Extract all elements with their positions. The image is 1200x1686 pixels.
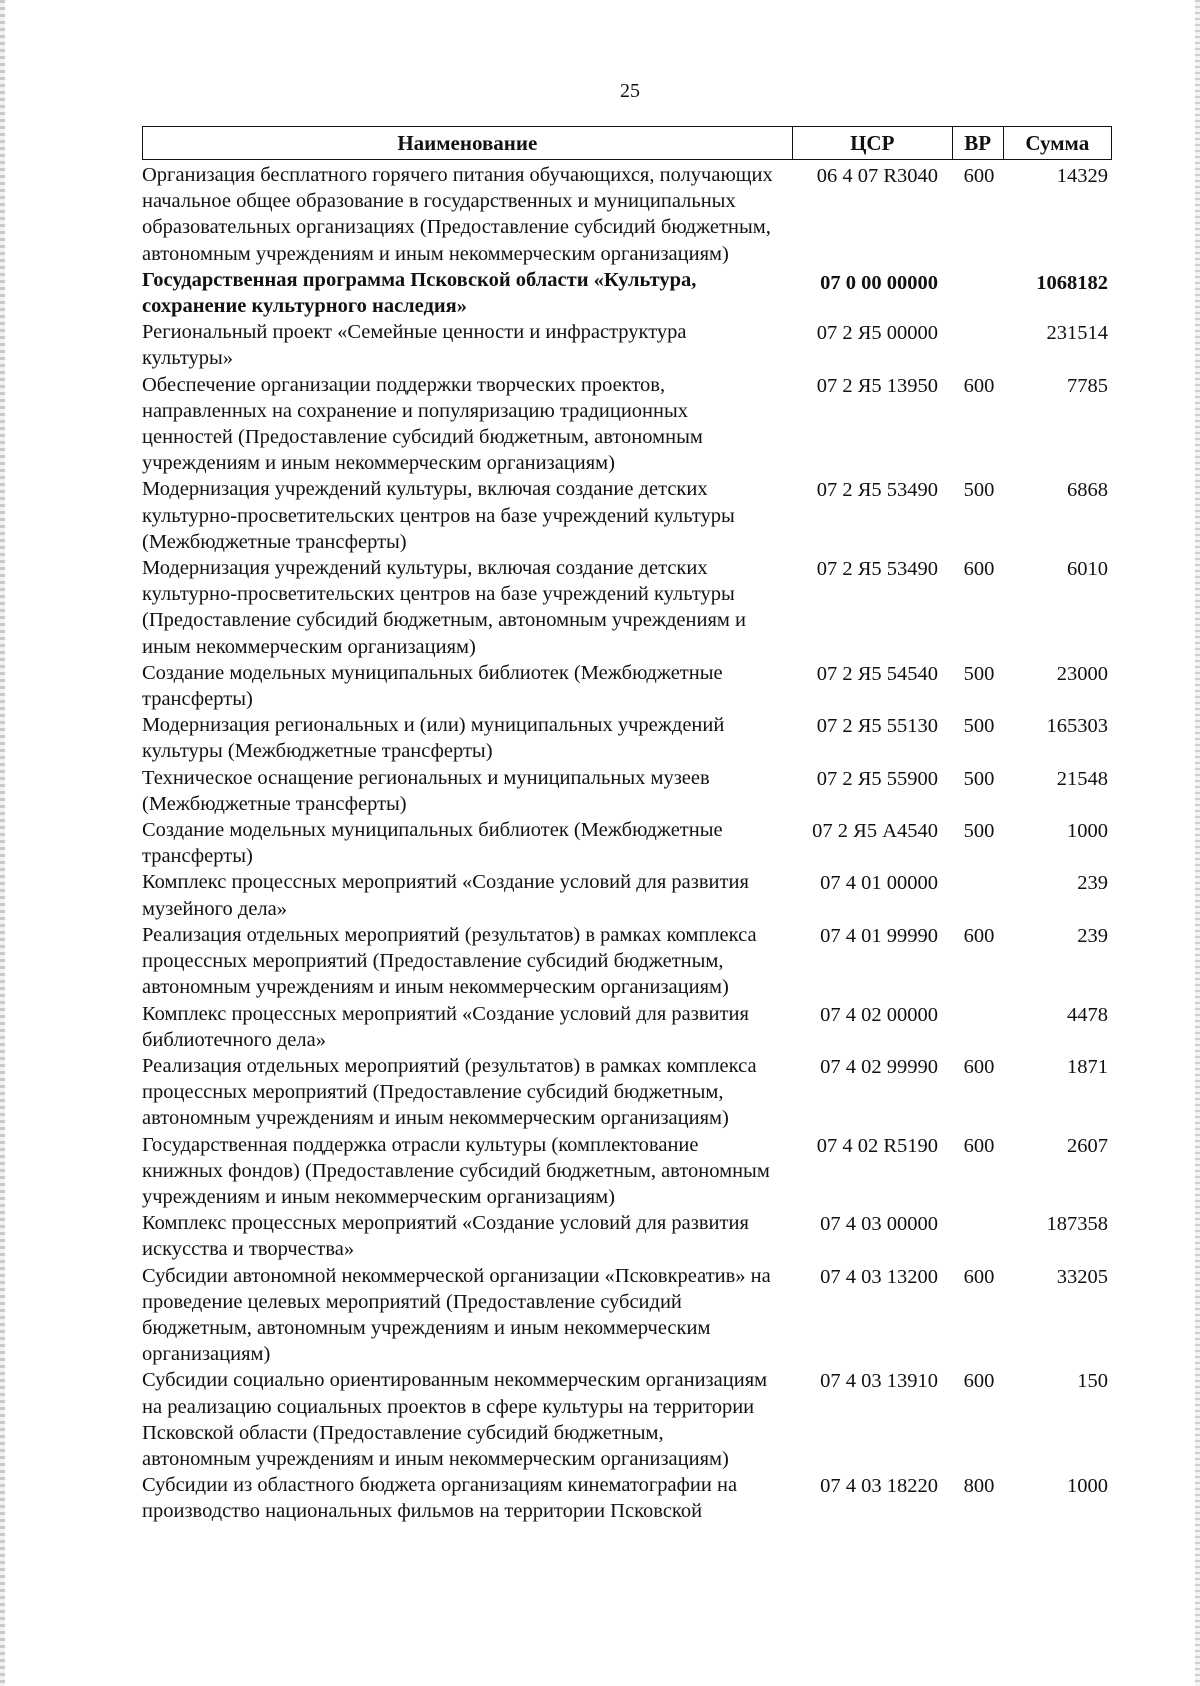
row-vr: 600 — [963, 924, 995, 947]
row-csr: 07 4 02 99990 — [820, 1055, 938, 1078]
row-csr: 07 2 Я5 53490 — [816, 558, 938, 581]
row-csr: 07 2 Я5 53490 — [816, 479, 938, 502]
table-row — [142, 1367, 1112, 1472]
table-row — [142, 1472, 1112, 1524]
row-sum: 1000 — [1067, 820, 1108, 843]
row-name: Создание модельных муниципальных библиотек (Межбюджетные трансферты) — [142, 819, 723, 868]
row-sum: 6868 — [1067, 479, 1108, 502]
table-row — [142, 765, 1112, 817]
row-csr: 07 2 Я5 54540 — [816, 662, 938, 685]
row-sum: 4478 — [1067, 1003, 1108, 1026]
row-csr: 07 4 03 13910 — [820, 1370, 938, 1393]
table-row — [142, 712, 1112, 764]
scan-edge-right — [1195, 0, 1200, 1686]
row-sum: 239 — [1077, 872, 1108, 895]
row-sum: 150 — [1077, 1370, 1108, 1393]
row-vr: 500 — [963, 820, 995, 843]
row-sum: 6010 — [1067, 558, 1108, 581]
row-name: Техническое оснащение региональных и муниципальных музеев (Межбюджетные трансферты) — [142, 766, 710, 815]
scan-edge-left — [0, 0, 5, 1686]
row-vr: 500 — [963, 662, 995, 685]
row-sum: 1000 — [1067, 1475, 1108, 1498]
row-vr: 500 — [963, 767, 995, 790]
row-sum: 187358 — [1046, 1213, 1108, 1236]
table-row — [142, 817, 1112, 869]
row-vr — [954, 1001, 1004, 1053]
row-sum: 1068182 — [1036, 271, 1108, 294]
row-csr: 07 4 03 13200 — [820, 1265, 938, 1288]
row-sum: 239 — [1077, 924, 1108, 947]
row-vr: 600 — [963, 374, 995, 397]
row-name: Обеспечение организации поддержки творческих проектов, направленных на сохранение и популяризацию традиционных ценностей (Предоставление субсидий бюджетным, автономным учреждениям и иным некоммерческим организациям) — [142, 373, 703, 475]
row-name: Субсидии социально ориентированным некоммерческим организациям на реализацию социальных проектов в сфере культуры на территории Псковской области (Предоставление субсидий бюджетным, автономным учреждениям и иным некоммерческим организациям) — [142, 1369, 768, 1470]
row-vr — [954, 869, 1004, 921]
row-vr: 600 — [963, 1370, 995, 1393]
row-name: Модернизация учреждений культуры, включая создание детских культурно-просветительских центров на базе учреждений культуры (Межбюджетные трансферты) — [142, 478, 735, 553]
row-name: Модернизация региональных и (или) муниципальных учреждений культуры (Межбюджетные трансферты) — [142, 714, 725, 763]
row-name: Реализация отдельных мероприятий (результатов) в рамках комплекса процессных мероприятий (Предоставление субсидий бюджетным, автономным учреждениям и иным некоммерческим организациям) — [142, 923, 757, 999]
row-vr — [954, 1210, 1004, 1262]
row-csr: 07 2 Я5 А4540 — [812, 820, 938, 843]
table-header — [142, 126, 1112, 160]
row-sum: 21548 — [1056, 767, 1108, 790]
header-vr: ВР — [953, 127, 1004, 159]
table-body — [142, 162, 1112, 1525]
table-row — [142, 922, 1112, 1001]
row-vr: 600 — [963, 1265, 995, 1288]
row-csr: 07 2 Я5 55900 — [816, 767, 938, 790]
row-sum: 165303 — [1046, 715, 1108, 738]
row-name: Государственная поддержка отрасли культуры (комплектование книжных фондов) (Предоставление субсидий бюджетным, автономным учреждениям и иным некоммерческим организациям) — [142, 1133, 770, 1208]
header-name: Наименование — [143, 127, 793, 159]
row-csr: 06 4 07 R3040 — [816, 165, 938, 187]
row-csr: 07 0 00 00000 — [820, 271, 938, 294]
row-vr: 800 — [963, 1475, 995, 1498]
table-row — [142, 267, 1112, 319]
budget-table — [142, 126, 1112, 1525]
table-row — [142, 1210, 1112, 1262]
row-name: Субсидии автономной некоммерческой организации «Псковкреатив» на проведение целевых мероприятий (Предоставление субсидий бюджетным, автономным учреждениям и иным некоммерческим организациям) — [142, 1264, 771, 1366]
row-name: Комплекс процессных мероприятий «Создание условий для развития музейного дела» — [142, 871, 749, 920]
table-row — [142, 555, 1112, 660]
row-name: Государственная программа Псковской области «Культура, сохранение культурного наследия» — [142, 268, 697, 318]
row-csr: 07 2 Я5 55130 — [816, 715, 938, 738]
table-row — [142, 1263, 1112, 1368]
row-name: Комплекс процессных мероприятий «Создание условий для развития библиотечного дела» — [142, 1002, 749, 1051]
table-row — [142, 319, 1112, 371]
row-sum: 2607 — [1067, 1134, 1108, 1157]
row-sum: 231514 — [1046, 322, 1108, 345]
row-name: Комплекс процессных мероприятий «Создание условий для развития искусства и творчества» — [142, 1212, 749, 1261]
row-csr: 07 4 03 18220 — [820, 1475, 938, 1498]
table-row — [142, 476, 1112, 555]
table-row — [142, 1053, 1112, 1132]
table-row — [142, 372, 1112, 477]
row-name: Региональный проект «Семейные ценности и инфраструктура культуры» — [142, 321, 687, 370]
table-row — [142, 1132, 1112, 1211]
row-sum: 23000 — [1056, 662, 1108, 685]
row-vr — [954, 319, 1004, 371]
row-csr: 07 4 02 R5190 — [816, 1134, 938, 1157]
row-csr: 07 4 01 99990 — [820, 924, 938, 947]
row-name: Модернизация учреждений культуры, включая создание детских культурно-просветительских центров на базе учреждений культуры (Предоставление субсидий бюджетным, автономным учреждениям и иным некоммерческим организациям) — [142, 557, 746, 658]
row-name: Субсидии из областного бюджета организациям кинематографии на производство национальных фильмов на территории Псковской — [142, 1474, 738, 1523]
row-sum: 1871 — [1067, 1055, 1108, 1078]
row-vr: 600 — [963, 1134, 995, 1157]
row-name: Создание модельных муниципальных библиотек (Межбюджетные трансферты) — [142, 661, 723, 711]
row-csr: 07 4 03 00000 — [820, 1213, 938, 1236]
row-sum: 14329 — [1056, 165, 1108, 187]
row-name: Реализация отдельных мероприятий (результатов) в рамках комплекса процессных мероприятий (Предоставление субсидий бюджетным, автономным учреждениям и иным некоммерческим организациям) — [142, 1054, 757, 1130]
row-vr: 500 — [963, 715, 995, 738]
row-sum: 33205 — [1056, 1265, 1108, 1288]
row-vr: 600 — [963, 558, 995, 581]
table-row — [142, 1001, 1112, 1053]
row-vr — [954, 267, 1004, 319]
row-sum: 7785 — [1067, 374, 1108, 397]
row-vr: 600 — [963, 1055, 995, 1078]
row-vr: 600 — [963, 165, 995, 187]
table-row — [142, 869, 1112, 921]
row-vr: 500 — [963, 479, 995, 502]
header-sum: Сумма — [1025, 130, 1090, 155]
row-csr: 07 2 Я5 00000 — [816, 322, 938, 345]
row-csr: 07 2 Я5 13950 — [816, 374, 938, 397]
row-csr: 07 4 01 00000 — [820, 872, 938, 895]
row-csr: 07 4 02 00000 — [820, 1003, 938, 1026]
table-row — [142, 162, 1112, 267]
header-csr: ЦСР — [793, 127, 953, 159]
row-name: Организация бесплатного горячего питания обучающихся, получающих начальное общее образование в государственных и муниципальных образовательных организациях (Предоставление субсидий бюджетным, автономным учреждениям и иным некоммерческим организациям) — [142, 164, 773, 265]
table-row — [142, 660, 1112, 712]
page-number: 25 — [620, 80, 640, 102]
